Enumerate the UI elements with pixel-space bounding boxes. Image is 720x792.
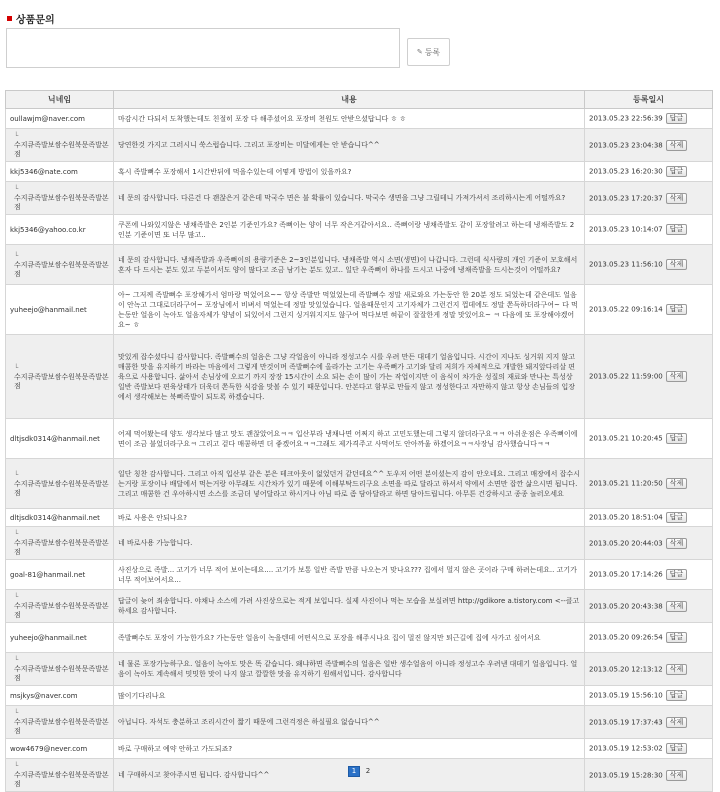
date-cell	[585, 623, 713, 653]
nickname-cell	[6, 459, 114, 509]
nickname-text: 수지큐족발보쌈수원북문족발본점	[14, 718, 109, 735]
nickname-cell	[6, 739, 114, 759]
pagination	[348, 766, 372, 777]
date-text: 2013.05.20 17:14:26	[589, 570, 663, 579]
reply-button[interactable]: 답글	[666, 690, 688, 701]
header-nickname: 닉네임	[6, 91, 114, 109]
content-cell: 답글이 늦어 죄송합니다. 야채나 소스에 가려 사진상으로는 적게 보입니다. 실제 사진이나 먹는 모습을 보실려면 http://gdikore a.tistory.com <--클고하세요 감사합니다.	[114, 590, 585, 623]
reply-button[interactable]: 답글	[666, 632, 688, 643]
reply-arrow-icon: └	[14, 656, 19, 664]
date-cell	[585, 129, 713, 162]
nickname-cell	[6, 215, 114, 245]
date-cell	[585, 215, 713, 245]
page-link[interactable]: 2	[365, 767, 371, 775]
date-cell	[585, 109, 713, 129]
reply-row	[6, 590, 713, 623]
nickname-cell	[6, 686, 114, 706]
nickname-text: 수지큐족발보쌈수원북문족발본점	[14, 194, 109, 211]
nickname-cell	[6, 162, 114, 182]
table-row	[6, 419, 713, 459]
table-header-row	[6, 91, 713, 109]
content-cell: 일단 칭찬 감사합니다. 그리고 아직 입산부 같은 분은 테크아웃이 없었던거 같던데요^^ 도우저 어떤 분이셨는지 감이 안오네요. 그리고 매장에서 잡수시는거랑 포장이나 배달에서 먹는거랑 아무래도 시간차가 있기 때문에 이해부탁드리구요 소면을 따로 달라고 하셔서 약에서 소면만 잡깐 삶으시면 됩니다. 그리고 매콤한 건 우아하시면 소스를 조금더 넣어달라고 하시거나 아님 따로 좀 담아달라고 하면 담아드립니다. 아무튼 건강하시고 종종 놀러오세요	[114, 459, 585, 509]
date-text: 2013.05.23 10:14:07	[589, 225, 663, 234]
content-cell: 맛있게 잡수셨다니 감사합니다. 족발뼈수의 얼음은 그냥 각얼음이 아니라 정성고수 시를 우려 만든 대데기 얼음입니다. 시간이 지나도 싱거워 지지 않고 매콤한 맛을 유지하기 바라는 마음에서 그렇게 만것이며 족발뼈수에 올라가는 고기는 우족뼈가 고기와 달리 저희가 자체적으로 개발한 돼지앞다리살 편육으로 사용합니다. 삶아서 손님상에 오르기 까지 장장 15시간이 소요 되는 손이 많이 가는 작업이지만 이 음식이 차가운 성질의 재료와 만나는 특성상 일반 족발보다 편육상태가 더욱더 쫀득한 식감을 맛볼 수 있기 때문입니다. 안본다고 함부로 만들지 않고 정성한다고 자만하지 않고 항상 손님들의 입장에서 생각해보는 북뻐족발이 되도록 하겠습니다.	[114, 335, 585, 419]
content-cell: 혹시 족발뼈수 포장해서 1시간반뒤에 먹을수있는데 어떻게 방법이 있을까요?	[114, 162, 585, 182]
date-text: 2013.05.23 16:20:30	[589, 167, 663, 176]
content-cell: 쿠폰에 나와있지않은 냉채족발은 2인분 기준인가요? 족뼈이는 양이 너무 작은거같아서요.. 족뼈이랑 냉채족발도 같이 포장할려고 하는데 냉채족발도 2인분 기준이면 또 너무 많고..	[114, 215, 585, 245]
nickname-cell	[6, 653, 114, 686]
register-button-label: 등록	[424, 47, 441, 57]
delete-button[interactable]: 삭제	[666, 717, 688, 728]
date-text: 2013.05.19 15:28:30	[589, 771, 663, 779]
table-row	[6, 162, 713, 182]
reply-row	[6, 129, 713, 162]
nickname-text: msjkys@naver.com	[10, 691, 78, 700]
table-row	[6, 623, 713, 653]
table-row	[6, 560, 713, 590]
content-cell: 바로 구매하고 예약 안하고 가도되죠?	[114, 739, 585, 759]
nickname-text: kkj5346@nate.com	[10, 167, 78, 176]
nickname-cell	[6, 560, 114, 590]
table-row	[6, 509, 713, 527]
section-title-text: 상품문의	[16, 14, 55, 26]
content-cell: 네 문의 감사합니다. 냉채족발과 우족뼈이의 용량기준은 2~3인분입니다. 냉채족발 역시 소면(생면)이 나갑니다. 그런데 식사량의 개인 기준이 모호해서 혼자 다 드시는 분도 있고 두분이서도 양이 많다고 조금 남기는 분도 있고.. 일단 우족뼈이 하나를 드시고 나중에 냉채족발을 드시는것이 어떨까요?	[114, 245, 585, 285]
date-cell	[585, 245, 713, 285]
header-content: 내용	[114, 91, 585, 109]
content-cell: 아~ 그저께 족발뼈수 포장해가서 엄마랑 먹었어요~~ 항상 족발만 먹었었는데 족발뼈수 정말 새로와요 가는동안 한 20분 정도 되었는데 같은데도 얼음이 안녹고 그대로더라구여~ 포장님에서 비벼서 먹었는데 정말 맛있었습니다. 얼음때문인지 고기자체가 그런건지 껍데에도 정말 쫀득하더라구여~ 다 먹는동안 얼음이 녹아도 얼음자체가 양념이 되있어서 그런지 싱거워지지도 않구여 먹다보면 혀끝이 잘잘한게 정말 맛있어요~ ㅋ 다음에 또 포장해야겠어요~ ㅎ	[114, 285, 585, 335]
delete-button[interactable]: 삭제	[666, 478, 688, 489]
reply-arrow-icon: └	[14, 762, 19, 770]
date-text: 2013.05.23 23:04:38	[589, 141, 663, 149]
nickname-text: 수지큐족발보쌈수원북문족발본점	[14, 260, 109, 278]
reply-row	[6, 182, 713, 215]
date-text: 2013.05.23 17:20:37	[589, 194, 663, 202]
delete-button[interactable]: 삭제	[666, 538, 688, 549]
date-text: 2013.05.21 11:20:50	[589, 479, 663, 488]
reply-row	[6, 335, 713, 419]
reply-arrow-icon: └	[14, 709, 19, 717]
reply-button[interactable]: 답글	[666, 113, 688, 124]
nickname-text: wow4679@never.com	[10, 744, 88, 753]
date-cell	[585, 590, 713, 623]
reply-row	[6, 653, 713, 686]
reply-arrow-icon: └	[14, 530, 19, 538]
delete-button[interactable]: 삭제	[666, 664, 688, 675]
nickname-cell	[6, 590, 114, 623]
reply-button[interactable]: 답글	[666, 224, 688, 235]
register-button[interactable]	[407, 38, 450, 66]
date-text: 2013.05.23 11:56:10	[589, 260, 663, 269]
date-cell	[585, 759, 713, 792]
section-title	[7, 10, 55, 26]
date-cell	[585, 335, 713, 419]
date-cell	[585, 419, 713, 459]
date-text: 2013.05.19 17:37:43	[589, 718, 663, 726]
content-cell: 사진상으로 족발... 고기가 너무 적어 보이는데요.... 고기가 보통 일반 족발 만큼 나오는거 맞나요??? 집에서 멀지 않은 곳이라 구매 하려는데요.. 고기가 너무 적어보여서요...	[114, 560, 585, 590]
date-text: 2013.05.19 12:53:02	[589, 744, 663, 753]
inquiry-input[interactable]	[6, 28, 400, 68]
nickname-text: dltjsdk0314@hanmail.net	[10, 434, 100, 443]
date-text: 2013.05.20 20:43:38	[589, 602, 663, 610]
reply-arrow-icon: └	[14, 363, 19, 372]
date-text: 2013.05.22 09:16:14	[589, 305, 663, 314]
date-cell	[585, 706, 713, 739]
nickname-text: 수지큐족발보쌈수원북문족발본점	[14, 771, 109, 788]
nickname-text: goal-81@hanmail.net	[10, 570, 86, 579]
nickname-text: 수지큐족발보쌈수원북문족발본점	[14, 479, 109, 497]
reply-row	[6, 245, 713, 285]
date-text: 2013.05.20 09:26:54	[589, 633, 663, 642]
reply-arrow-icon: └	[14, 470, 19, 479]
header-date: 등록일시	[585, 91, 713, 109]
date-cell	[585, 739, 713, 759]
reply-button[interactable]: 답글	[666, 512, 688, 523]
date-text: 2013.05.20 20:44:03	[589, 539, 663, 547]
nickname-cell	[6, 527, 114, 560]
content-cell: 네 바로사용 가능합니다.	[114, 527, 585, 560]
reply-button[interactable]: 답글	[666, 166, 688, 177]
nickname-cell	[6, 335, 114, 419]
content-cell: 마감시간 다되서 도착했는데도 친절히 포장 다 해주셨어요 포장비 천원도 안받으셨답니다 ㅎ ㅎ	[114, 109, 585, 129]
delete-button[interactable]: 삭제	[666, 193, 688, 204]
reply-row	[6, 527, 713, 560]
bullet-icon	[7, 16, 12, 21]
date-cell	[585, 509, 713, 527]
nickname-cell	[6, 109, 114, 129]
inquiry-table	[5, 90, 713, 792]
date-text: 2013.05.20 12:13:12	[589, 665, 663, 673]
reply-row	[6, 706, 713, 739]
reply-arrow-icon: └	[14, 185, 19, 193]
content-cell: 네 문의 감사합니다. 다른건 다 괜찮은거 같은데 막국수 면은 불 확률이 있습니다. 막국수 생면을 그냥 그릴테니 가져가셔서 조리하시는게 어떨까요?	[114, 182, 585, 215]
reply-row	[6, 459, 713, 509]
nickname-cell	[6, 509, 114, 527]
date-cell	[585, 686, 713, 706]
date-cell	[585, 560, 713, 590]
table-row	[6, 739, 713, 759]
nickname-cell	[6, 285, 114, 335]
date-text: 2013.05.22 11:59:00	[589, 372, 663, 381]
nickname-text: 수지큐족발보쌈수원북문족발본점	[14, 141, 109, 158]
date-text: 2013.05.19 15:56:10	[589, 691, 663, 700]
reply-arrow-icon: └	[14, 593, 19, 601]
content-cell: 네 구매하시고 찾아주시면 됩니다. 감사합니다^^	[114, 759, 585, 792]
content-cell: 네 물론 포장가능하구요. 얼음이 녹아도 맛은 똑 같습니다. 왜냐하면 족발뼈수의 얼음은 일반 생수얼음이 아니라 정성고수 우려낸 대데기 얼음입니다. 얼음이 녹아도 계속해서 밋밋한 맛이 나지 않고 깔깔한 맛을 유지하기 원해서입니다. 감사합니다	[114, 653, 585, 686]
date-text: 2013.05.23 22:56:39	[589, 114, 663, 123]
nickname-text: yuheejo@hanmail.net	[10, 305, 87, 314]
content-cell: 바로 사용은 안되나요?	[114, 509, 585, 527]
reply-button[interactable]: 답글	[666, 304, 688, 315]
date-cell	[585, 459, 713, 509]
nickname-text: 수지큐족발보쌈수원북문족발본점	[14, 372, 109, 390]
date-cell	[585, 285, 713, 335]
table-row	[6, 215, 713, 245]
nickname-cell	[6, 182, 114, 215]
nickname-cell	[6, 245, 114, 285]
delete-button[interactable]: 삭제	[666, 371, 688, 382]
content-cell: 당연한것 가지고 그러시니 쑥스럽습니다. 그리고 포장비는 미달에게는 안 받습니다^^	[114, 129, 585, 162]
nickname-text: dltjsdk0314@hanmail.net	[10, 513, 100, 522]
delete-button[interactable]: 삭제	[666, 601, 688, 612]
content-cell: 족발뼈수도 포장이 가능한가요? 가는동안 얼음이 녹을텐데 어떤식으로 포장을 해주시나요 집이 멀진 않지만 퇴근길에 집에 사가고 싶어서요	[114, 623, 585, 653]
nickname-text: kkj5346@yahoo.co.kr	[10, 225, 86, 234]
date-text: 2013.05.20 18:51:04	[589, 513, 663, 522]
table-row	[6, 285, 713, 335]
date-cell	[585, 162, 713, 182]
date-text: 2013.05.21 10:20:45	[589, 434, 663, 443]
page-link[interactable]: 1	[348, 766, 360, 777]
pencil-icon: ✎	[416, 48, 423, 56]
nickname-text: yuheejo@hanmail.net	[10, 633, 87, 642]
content-cell: 많이기다리나요	[114, 686, 585, 706]
content-cell: 어제 먹어봤는데 양도 생각보다 많고 맛도 괜찮았어요ㅋㅋ 입산부라 냉채나면 어쩌지 하고 고민도했는데 그렇지 않더라구요ㅋㅋ 아쉬운점은 우족뼈이에 면이 조금 불었더라구요ㅋ 그리고 겉다 매콤하면 더 좋겠어요ㅋㅋ그래도 제가격주고 사먹어도 안아까울 하겠어요ㅋㅋ사장님 감사했습니다ㅋㅋ	[114, 419, 585, 459]
nickname-cell	[6, 759, 114, 792]
content-cell: 아닙니다. 자석도 충분하고 조리시간이 짧기 때문에 그런걱정은 하실필요 없습니다^^	[114, 706, 585, 739]
delete-button[interactable]: 삭제	[666, 770, 688, 781]
reply-button[interactable]: 답글	[666, 569, 688, 580]
nickname-cell	[6, 706, 114, 739]
table-row	[6, 686, 713, 706]
nickname-cell	[6, 129, 114, 162]
nickname-text: oullawjm@naver.com	[10, 114, 85, 123]
date-cell	[585, 527, 713, 560]
date-cell	[585, 653, 713, 686]
reply-arrow-icon: └	[14, 132, 19, 140]
reply-arrow-icon: └	[14, 251, 19, 260]
nickname-text: 수지큐족발보쌈수원북문족발본점	[14, 539, 109, 556]
date-cell	[585, 182, 713, 215]
delete-button[interactable]: 삭제	[666, 140, 688, 151]
table-row	[6, 109, 713, 129]
nickname-text: 수지큐족발보쌈수원북문족발본점	[14, 665, 109, 682]
delete-button[interactable]: 삭제	[666, 259, 688, 270]
reply-button[interactable]: 답글	[666, 743, 688, 754]
reply-button[interactable]: 답글	[666, 433, 688, 444]
nickname-cell	[6, 419, 114, 459]
nickname-cell	[6, 623, 114, 653]
nickname-text: 수지큐족발보쌈수원북문족발본점	[14, 602, 109, 619]
